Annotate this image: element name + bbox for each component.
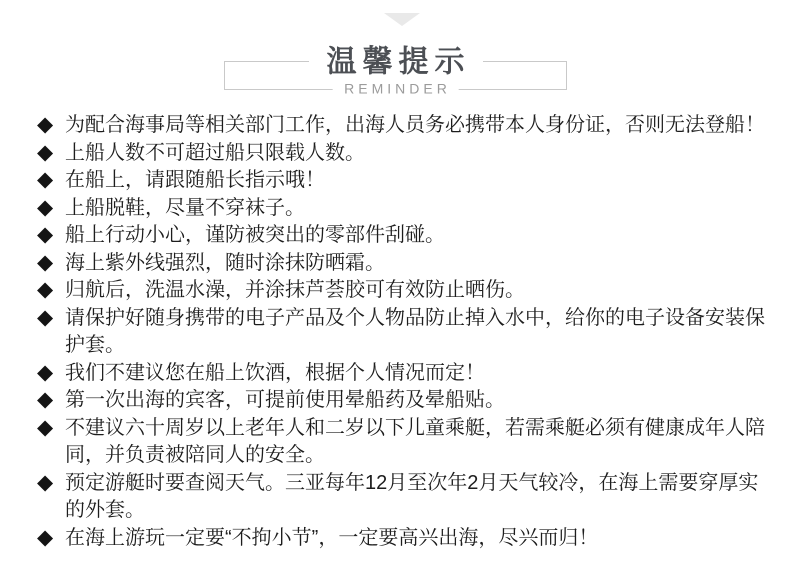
header-frame <box>224 45 567 97</box>
tip-text: 在船上，请跟随船长指示哦！ <box>65 169 325 191</box>
diamond-bullet-icon: ◆ <box>37 525 54 549</box>
list-item <box>37 140 770 168</box>
tip-text: 上船人数不可超过船只限载人数。 <box>65 141 365 164</box>
diamond-bullet-icon: ◆ <box>37 250 54 274</box>
tip-text: 不建议六十周岁以上老年人和二岁以下儿童乘艇，若需乘艇必须有健康成年人陪同，并负责被陪同人的安全。 <box>65 416 765 466</box>
list-item <box>37 277 770 305</box>
list-item <box>37 222 770 250</box>
tip-text: 在海上游玩一定要“不拘小节”，一定要高兴出海，尽兴而归！ <box>65 526 599 549</box>
tips-list <box>37 112 770 552</box>
diamond-bullet-icon: ◆ <box>37 168 54 191</box>
tip-text: 预定游艇时要查阅天气。三亚每年12月至次年2月天气较冷，在海上需要穿厚实的外套。 <box>65 471 759 521</box>
tip-text: 上船脱鞋，尽量不穿袜子。 <box>65 196 305 219</box>
diamond-bullet-icon: ◆ <box>37 470 54 494</box>
tip-text: 我们不建议您在船上饮酒，根据个人情况而定！ <box>65 361 485 384</box>
list-item <box>37 360 770 388</box>
list-item <box>37 387 770 415</box>
page-title: 温馨提示 <box>309 46 483 78</box>
list-item <box>37 415 770 470</box>
diamond-bullet-icon: ◆ <box>37 140 54 164</box>
list-item <box>37 525 770 553</box>
diamond-bullet-icon: ◆ <box>37 415 54 439</box>
list-item <box>37 250 770 278</box>
tip-text: 船上行动小心，谨防被突出的零部件刮碰。 <box>65 224 445 246</box>
tip-text: 归航后，洗温水澡，并涂抹芦荟胶可有效防止晒伤。 <box>65 279 525 301</box>
diamond-bullet-icon: ◆ <box>37 195 54 219</box>
tip-text: 为配合海事局等相关部门工作，出海人员务必携带本人身份证，否则无法登船！ <box>65 114 765 136</box>
list-item <box>37 195 770 223</box>
tip-text: 海上紫外线强烈，随时涂抹防晒霜。 <box>65 251 385 274</box>
list-item <box>37 470 770 525</box>
tip-text: 请保护好随身携带的电子产品及个人物品防止掉入水中，给你的电子设备安装保护套。 <box>65 306 765 356</box>
diamond-bullet-icon: ◆ <box>37 223 54 246</box>
diamond-bullet-icon: ◆ <box>37 305 54 329</box>
page-subtitle: REMINDER <box>332 81 459 98</box>
list-item <box>37 112 770 140</box>
list-item <box>37 305 770 360</box>
diamond-bullet-icon: ◆ <box>37 278 54 301</box>
tip-text: 第一次出海的宾客，可提前使用晕船药及晕船贴。 <box>65 389 505 411</box>
diamond-bullet-icon: ◆ <box>37 113 54 136</box>
list-item <box>37 167 770 195</box>
down-triangle-icon <box>384 13 420 26</box>
diamond-bullet-icon: ◆ <box>37 388 54 411</box>
diamond-bullet-icon: ◆ <box>37 360 54 384</box>
